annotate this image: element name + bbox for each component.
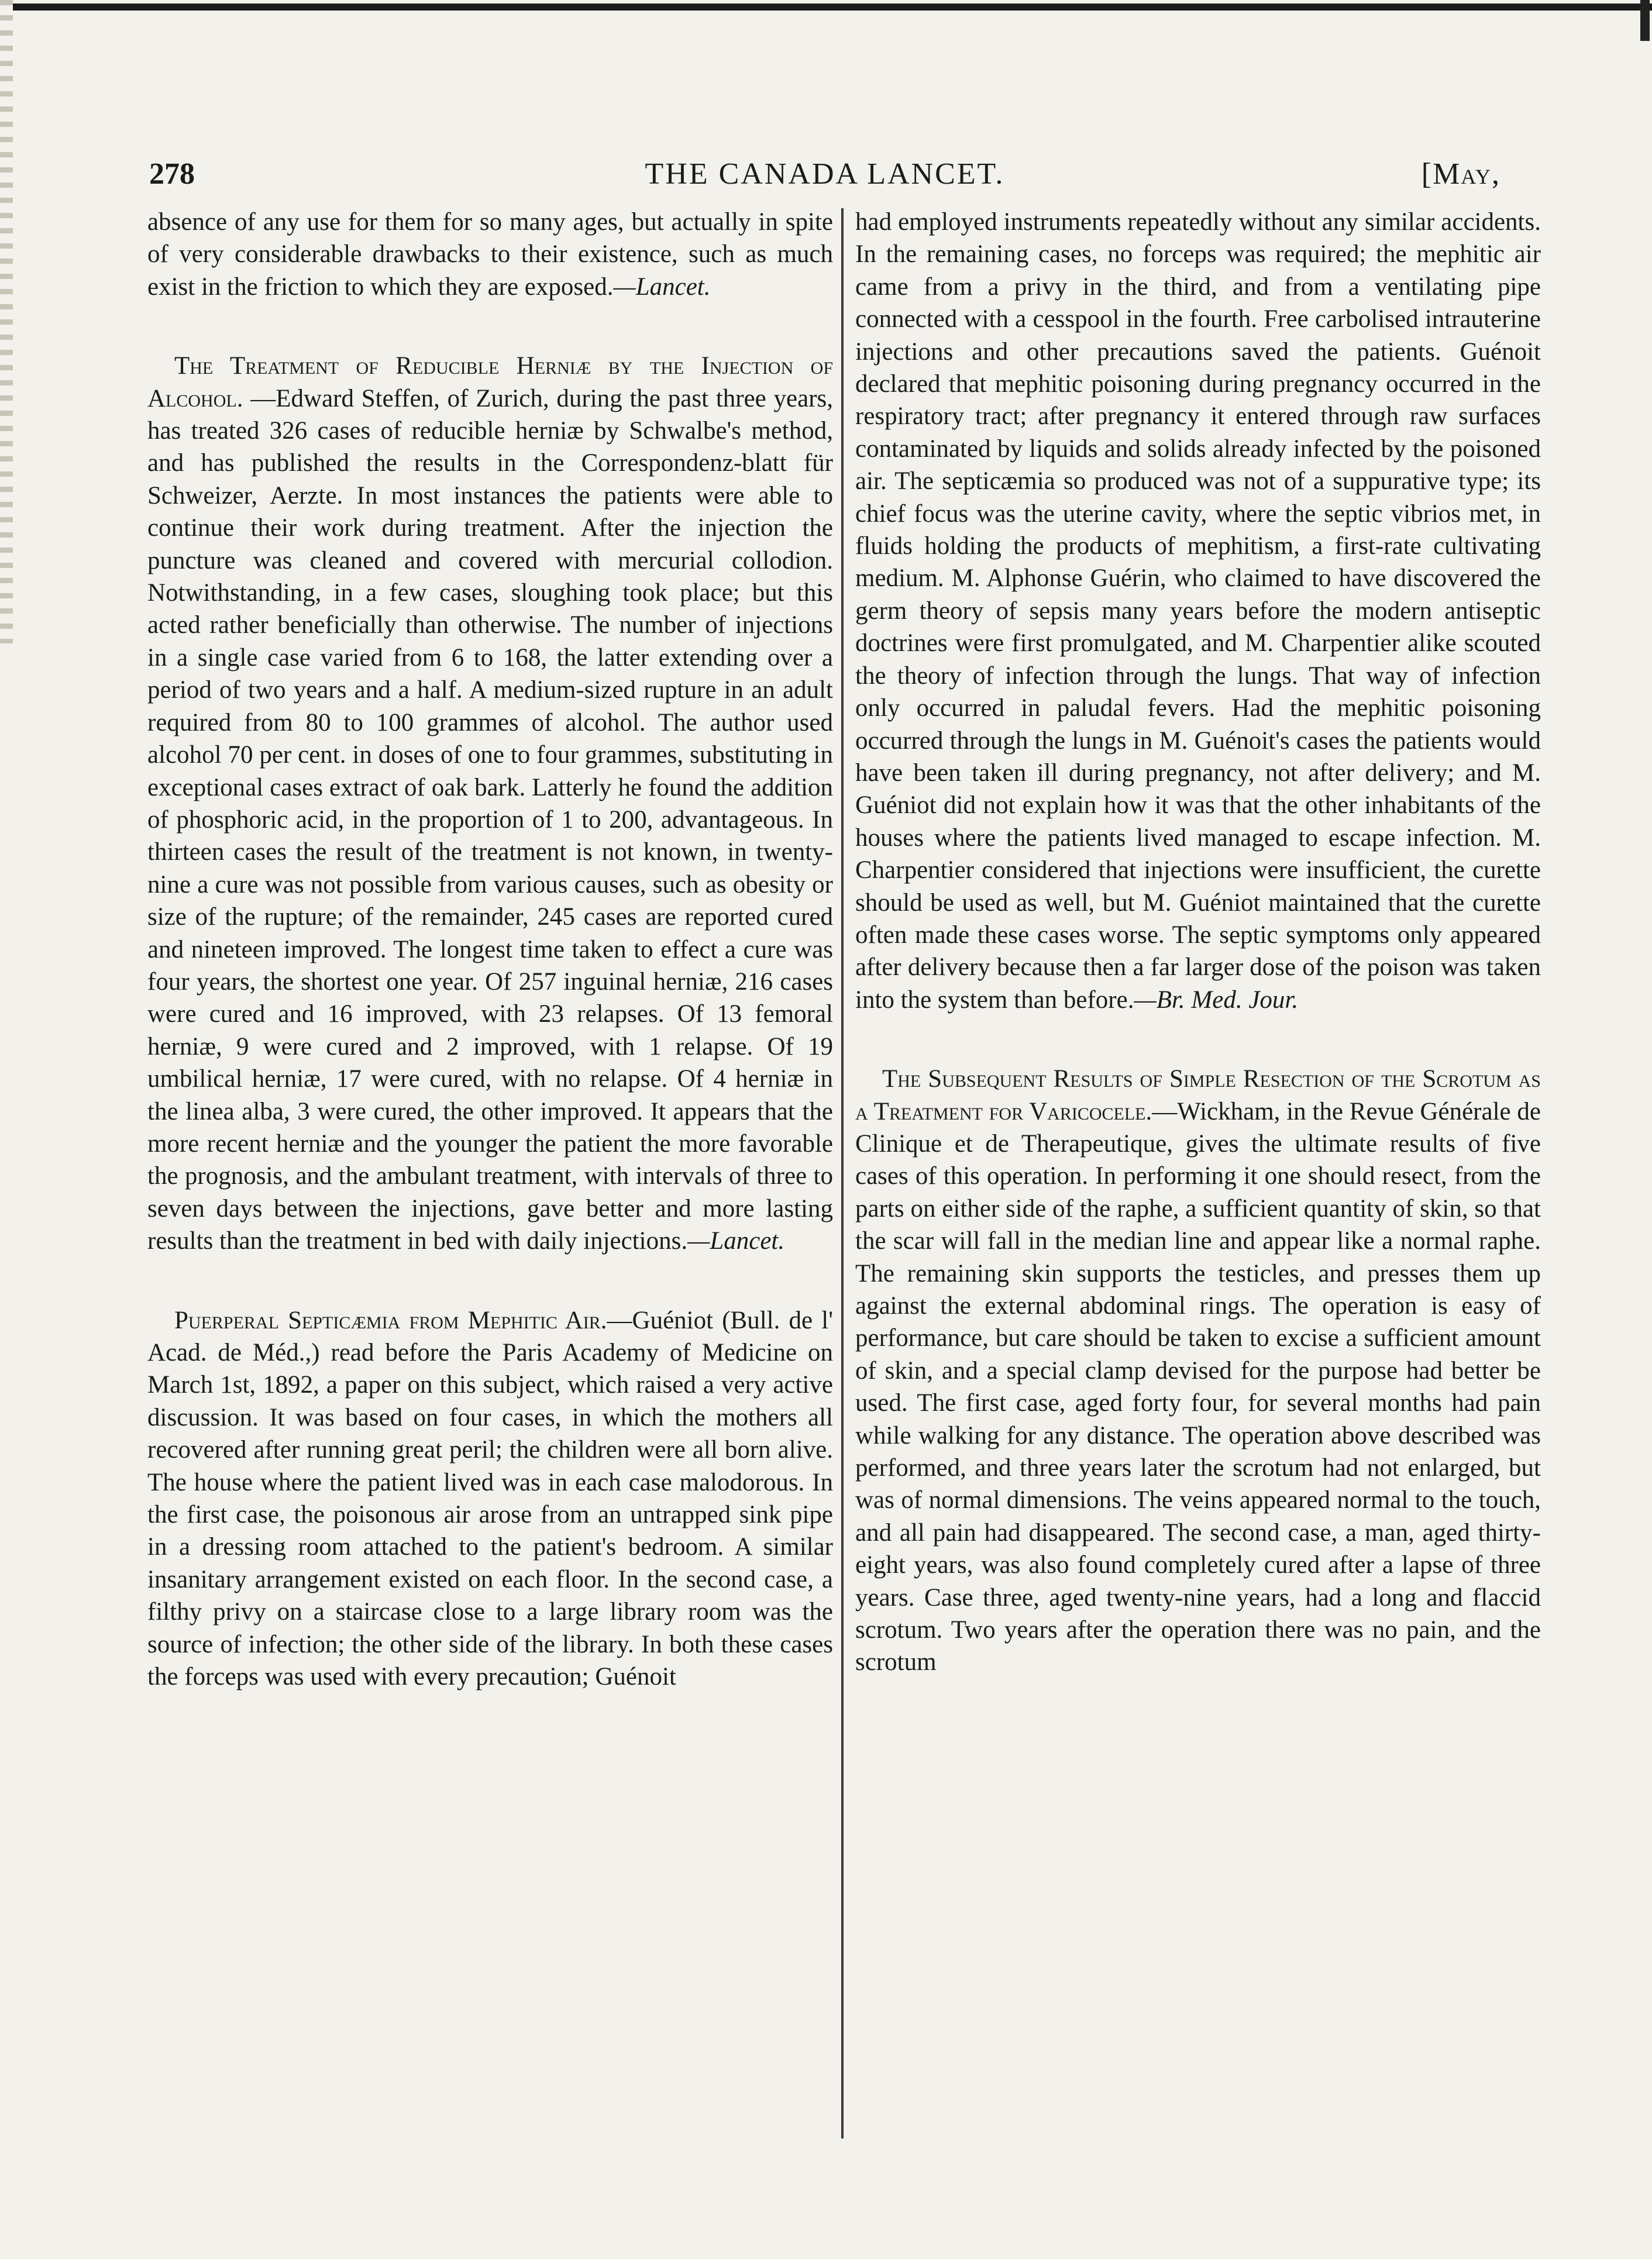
hernia-article-caption: The Treatment of Reducible Herniæ by the Injection of Alcohol.	[147, 352, 833, 412]
septicaemia-article-caption: Puerperal Septicæmia from Mephitic Air.	[174, 1306, 607, 1334]
continuation-source: —Lancet.	[613, 273, 711, 301]
hernia-article-body: —Edward Steffen, of Zurich, during the past three years, has treated 326 cases of reducible herniæ by Schwalbe's method, and has published the results in the Correspondenz-blatt für Schweizer, Aerzte. In most instances the patients were able to continue their work during treatment. After the injection the puncture was cleaned and covered with mercurial collodion. Notwithstanding, in a few cases, sloughing took place; but this acted rather beneficially than otherwise. The number of injections in a single case varied from 6 to 168, the latter extending over a period of two years and a half. A medium-sized rupture in an adult required from 80 to 100 grammes of alcohol. The author used alcohol 70 per cent. in doses of one to four grammes, substituting in exceptional cases extract of oak bark. Latterly he found the addition of phosphoric acid, in the proportion of 1 to 200, advantageous. In thirteen cases the result of the treatment is not known, in twenty-nine a cure was not possible from various causes, such as obesity or size of the rupture; of the remainder, 245 cases are reported cured and nineteen improved. The longest time taken to effect a cure was four years, the shortest one year. Of 257 inguinal herniæ, 216 cases were cured and 16 improved, with 23 relapses. Of 13 femoral herniæ, 9 were cured and 2 improved, with 1 relapse. Of 19 umbilical herniæ, 17 were cured, with no relapse. Of 4 herniæ in the linea alba, 3 were cured, the other improved. It appears that the more recent herniæ and the younger the patient the more favorable the prognosis, and the ambulant treatment, with intervals of three to seven days between the injections, gave better and more lasting results than the treatment in bed with daily injections.	[147, 384, 833, 1255]
page-edge-mark	[1640, 0, 1650, 41]
page-header	[149, 151, 1500, 198]
hernia-article	[147, 350, 833, 1257]
hernia-article-source: —Lancet.	[687, 1227, 785, 1255]
page-edge-binding	[0, 0, 13, 643]
journal-title: THE CANADA LANCET.	[645, 157, 1005, 191]
continuation-text: absence of any use for them for so many ages, but actually in spite of very considerable drawbacks to their existence, such as much exist in the friction to which they are exposed.	[147, 208, 833, 301]
continuation-paragraph	[147, 206, 833, 303]
issue-month: [May,	[1421, 157, 1500, 191]
varicocele-article-caption: The Subsequent Results of Simple Resection of the Scrotum as a Treatment for Varicocele.	[855, 1065, 1541, 1125]
septicaemia-continued-source: —Br. Med. Jour.	[1134, 986, 1299, 1014]
septicaemia-continued	[855, 206, 1541, 1016]
page-number: 278	[149, 157, 195, 191]
septicaemia-continued-body: had employed instruments repeatedly without any similar accidents. In the remaining cases, no forceps was required; the mephitic air came from a privy in the third, and from a ventilating pipe connected with a cesspool in the fourth. Free carbolised intrauterine injections and other precautions saved the patients. Guénoit declared that mephitic poisoning during pregnancy occurred in the respiratory tract; after pregnancy it entered through raw surfaces contaminated by liquids and solids already infected by the poisoned air. The septicæmia so produced was not of a suppurative type; its chief focus was the uterine cavity, where the septic vibrios met, in fluids holding the products of mephitism, a first-rate cultivating medium. M. Alphonse Guérin, who claimed to have discovered the germ theory of sepsis many years before the modern antiseptic doctrines were first promulgated, and M. Charpentier alike scouted the theory of infection through the lungs. That way of infection only occurred in paludal fevers. Had the mephitic poisoning occurred through the lungs in M. Guénoit's cases the patients would have been taken ill during pregnancy, not after delivery; and M. Guéniot did not explain how it was that the other inhabitants of the houses where the patients lived managed to escape infection. M. Charpentier considered that injections were insufficient, the curette should be used as well, but M. Guéniot maintained that the curette often made these cases worse. The septic symptoms only appeared after delivery because then a far larger dose of the poison was taken into the system than before.	[855, 208, 1541, 1014]
septicaemia-article	[147, 1304, 833, 1693]
left-column	[147, 206, 833, 2143]
varicocele-article-body: —Wickham, in the Revue Générale de Clinique et de Therapeutique, gives the ultimate results of five cases of this operation. In performing it one should resect, from the parts on either side of the raphe, a sufficient quantity of skin, so that the scar will fall in the median line and appear like a normal raphe. The remaining skin supports the testicles, and presses them up against the external abdominal rings. The operation is easy of performance, but care should be taken to excise a sufficient amount of skin, and a special clamp devised for the purpose had better be used. The first case, aged forty four, for several months had pain while walking for any distance. The operation above described was performed, and three years later the scrotum had not enlarged, but was of normal dimensions. The veins appeared normal to the touch, and all pain had disappeared. The second case, a man, aged thirty-eight years, was also found completely cured after a lapse of three years. Case three, aged twenty-nine years, had a long and flaccid scrotum. Two years after the operation there was no pain, and the scrotum	[855, 1097, 1541, 1676]
column-divider	[841, 208, 844, 2139]
section-gap	[147, 1258, 833, 1304]
section-gap	[147, 303, 833, 350]
septicaemia-article-body: —Guéniot (Bull. de l' Acad. de Méd.,) read before the Paris Academy of Medicine on March 1st, 1892, a paper on this subject, which raised a very active discussion. It was based on four cases, in which the mothers all recovered after running great peril; the children were all born alive. The house where the patient lived was in each case malodorous. In the first case, the poisonous air arose from an untrapped sink pipe in a dressing room attached to the patient's bedroom. A similar insanitary arrangement existed on each floor. In the second case, a filthy privy on a staircase close to a large library room was the source of infection; the other side of the library. In both these cases the forceps was used with every precaution; Guénoit	[147, 1306, 833, 1691]
right-column	[855, 206, 1541, 2143]
varicocele-article	[855, 1063, 1541, 1679]
top-border-rule	[0, 4, 1652, 11]
section-gap	[855, 1016, 1541, 1063]
